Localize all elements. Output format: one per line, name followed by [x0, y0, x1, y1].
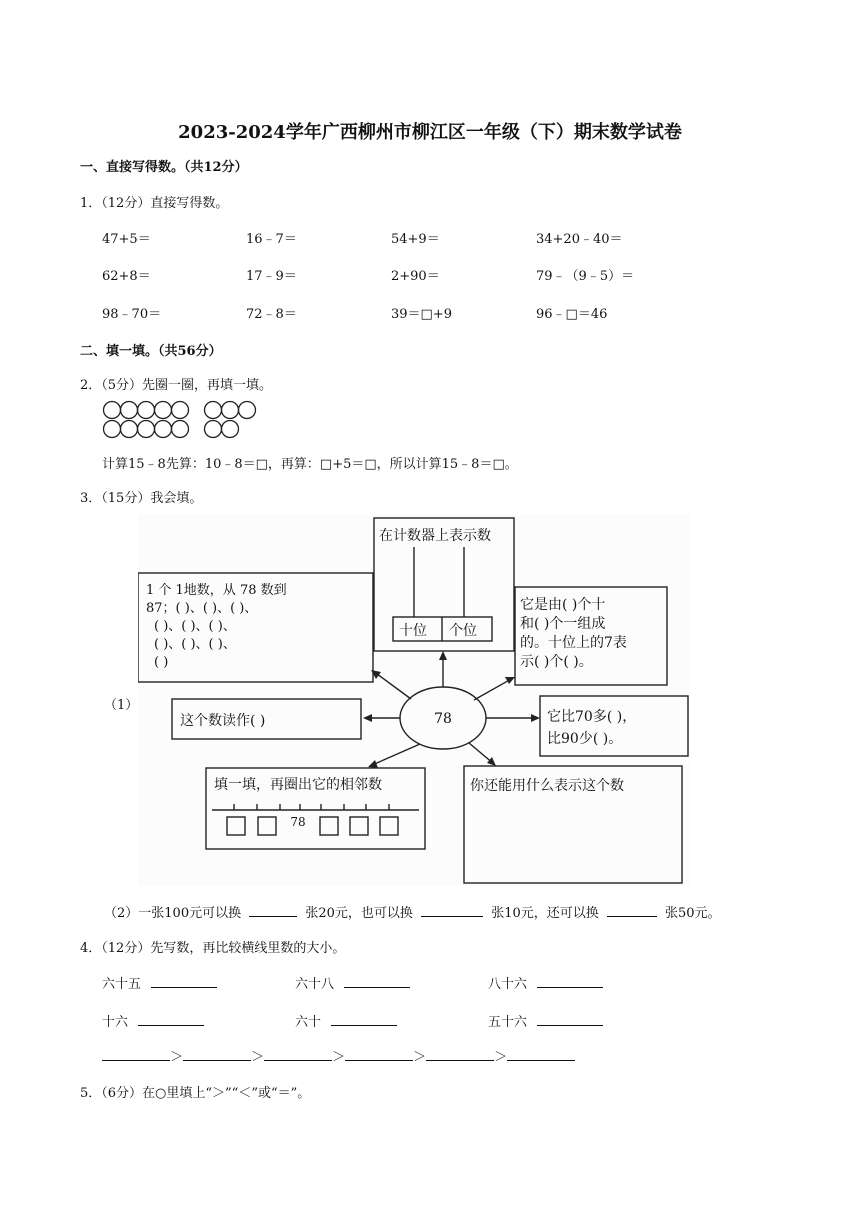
greater-than-sign: ＞ — [170, 1050, 184, 1065]
calc-item: 34+20﹣40＝ — [536, 232, 623, 247]
chinese-number: 六十八 — [295, 977, 335, 992]
read-text: 这个数读作( ) — [180, 713, 266, 729]
answer-blank[interactable] — [102, 1047, 170, 1061]
circles-figure — [100, 398, 265, 442]
calc-item: 16﹣7＝ — [246, 232, 297, 247]
compose-line: 的。十位上的7表 — [520, 635, 627, 651]
question-3-label: 3．（15分）我会填。 — [80, 491, 203, 506]
center-number: 78 — [434, 711, 452, 727]
write-number-item — [488, 973, 603, 992]
greater-than-sign: ＞ — [413, 1050, 427, 1065]
question-4-label: 4．（12分）先写数，再比较横线里数的大小。 — [80, 941, 346, 956]
other-title: 你还能用什么表示这个数 — [470, 778, 624, 794]
count-line: ( )、( )、( )、 — [154, 619, 236, 634]
compose-line: 和( )个一组成 — [520, 616, 606, 632]
greater-than-sign: ＞ — [251, 1050, 265, 1065]
neighbor-title: 填一填，再圈出它的相邻数 — [214, 777, 382, 793]
answer-blank[interactable] — [345, 1047, 413, 1061]
answer-blank[interactable] — [264, 1047, 332, 1061]
answer-blank[interactable] — [249, 903, 297, 917]
answer-blank[interactable] — [537, 974, 603, 988]
answer-blank[interactable] — [151, 974, 217, 988]
part-2-text: （2）一张100元可以换 — [104, 906, 242, 921]
answer-blank[interactable] — [507, 1047, 575, 1061]
answer-blank[interactable] — [183, 1047, 251, 1061]
part-1-label: （1） — [104, 698, 139, 713]
count-line: 1 个 1地数，从 78 数到 — [146, 583, 287, 598]
calc-item: 54+9＝ — [391, 232, 440, 247]
count-line: ( ) — [154, 655, 169, 670]
calc-item: 72﹣8＝ — [246, 307, 297, 322]
part-2-text: 张20元，也可以换 — [305, 906, 413, 921]
part-2-text: 张10元，还可以换 — [491, 906, 599, 921]
counter-tens-label: 十位 — [399, 623, 427, 639]
counter-title: 在计数器上表示数 — [379, 528, 491, 544]
comparison-chain — [102, 1046, 575, 1065]
calc-item: 39＝□+9 — [391, 307, 452, 322]
chinese-number: 十六 — [102, 1015, 129, 1030]
chinese-number: 八十六 — [488, 977, 528, 992]
part-2-line — [104, 902, 721, 921]
compare-line: 它比70多( )， — [547, 709, 637, 725]
calc-item: 79﹣（9﹣5）＝ — [536, 269, 635, 284]
part-2-text: 张50元。 — [665, 906, 721, 921]
calc-item: 98﹣70＝ — [102, 307, 162, 322]
question-1-label: 1．（12分）直接写得数。 — [80, 196, 229, 211]
section-1-heading: 一、直接写得数。（共12分） — [80, 160, 248, 175]
compose-line: 它是由( )个十 — [520, 597, 606, 613]
question-2-text: 计算15﹣8先算：10﹣8＝□，再算：□+5＝□，所以计算15﹣8＝□。 — [102, 457, 518, 472]
answer-blank[interactable] — [537, 1012, 603, 1026]
number-78-diagram — [138, 514, 690, 886]
write-number-item — [102, 1011, 204, 1030]
count-line: 87；( )、( )、( )、 — [146, 601, 258, 616]
answer-blank[interactable] — [138, 1012, 204, 1026]
calc-item: 62+8＝ — [102, 269, 151, 284]
chinese-number: 六十五 — [102, 977, 142, 992]
answer-blank[interactable] — [421, 903, 483, 917]
greater-than-sign: ＞ — [494, 1050, 508, 1065]
chinese-number: 五十六 — [488, 1015, 528, 1030]
answer-blank[interactable] — [607, 903, 657, 917]
answer-blank[interactable] — [426, 1047, 494, 1061]
write-number-item — [102, 973, 217, 992]
write-number-item — [295, 973, 410, 992]
answer-blank[interactable] — [331, 1012, 397, 1026]
compose-line: 示( )个( )。 — [520, 654, 593, 670]
question-2-label: 2．（5分）先圈一圈，再填一填。 — [80, 378, 273, 393]
page-title: 2023-2024学年广西柳州市柳江区一年级（下）期末数学试卷 — [178, 122, 682, 143]
count-line: ( )、( )、( )、 — [154, 637, 236, 652]
calc-item: 17﹣9＝ — [246, 269, 297, 284]
counter-ones-label: 个位 — [449, 623, 477, 639]
calc-item: 47+5＝ — [102, 232, 151, 247]
section-2-heading: 二、填一填。（共56分） — [80, 344, 222, 359]
answer-blank[interactable] — [344, 974, 410, 988]
neighbor-number: 78 — [290, 815, 306, 829]
question-5-label: 5．（6分）在○里填上“＞”“＜”或“＝”。 — [80, 1086, 311, 1101]
calc-item: 96﹣□＝46 — [536, 307, 608, 322]
write-number-item — [295, 1011, 397, 1030]
compare-line: 比90少( )。 — [547, 731, 623, 747]
greater-than-sign: ＞ — [332, 1050, 346, 1065]
calc-item: 2+90＝ — [391, 269, 440, 284]
write-number-item — [488, 1011, 603, 1030]
chinese-number: 六十 — [295, 1015, 322, 1030]
